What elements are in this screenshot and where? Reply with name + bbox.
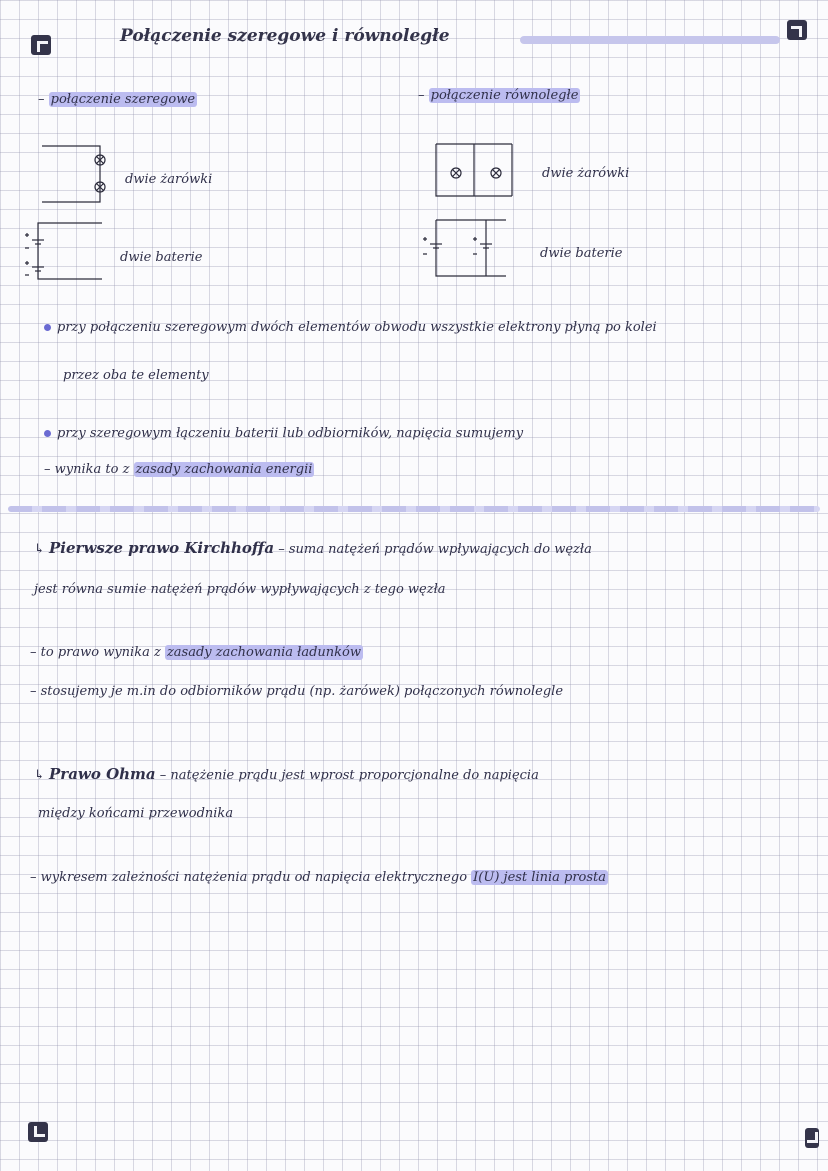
parallel-batteries-label: dwie baterie bbox=[540, 246, 623, 261]
dash-icon: – bbox=[44, 462, 55, 477]
note-series-voltage-text: przy szeregowym łączeniu baterii lub odbiorników, napięcia sumujemy bbox=[57, 426, 524, 441]
series-heading-text: połączenie szeregowe bbox=[50, 92, 196, 107]
ohm-definition bbox=[34, 765, 539, 783]
parallel-bulbs-circuit-diagram bbox=[432, 140, 522, 202]
note-energy-prefix: wynika to z bbox=[54, 462, 134, 477]
parallel-heading-text: połączenie równoległe bbox=[430, 88, 579, 103]
dash-icon: – bbox=[418, 88, 429, 103]
kirchhoff-point-charge bbox=[30, 645, 363, 660]
series-batteries-label: dwie baterie bbox=[120, 250, 203, 265]
note-series-voltage bbox=[44, 426, 523, 441]
kirchhoff-title: Pierwsze prawo Kirchhoffa bbox=[49, 539, 275, 557]
arrow-icon: ↳ bbox=[34, 768, 50, 783]
corner-marker-bottom-left bbox=[28, 1122, 48, 1142]
kirchhoff-def-line2: jest równa sumie natężeń prądów wypływających z tego węzła bbox=[34, 582, 446, 597]
ohm-title: Prawo Ohma bbox=[49, 765, 156, 783]
note-series-electrons-line2: przez oba te elementy bbox=[63, 368, 209, 383]
kirchhoff-definition bbox=[34, 539, 592, 557]
kirchhoff-point2-text: stosujemy je m.in do odbiorników prądu (np. żarówek) połączonych równolegle bbox=[40, 684, 564, 699]
dash-icon: – bbox=[30, 684, 41, 699]
ohm-point-graph bbox=[30, 870, 608, 885]
page-title: Połączenie szeregowe i równoległe bbox=[120, 26, 450, 46]
corner-marker-top-right bbox=[787, 20, 807, 40]
note-series-electrons-line1: przy połączeniu szeregowym dwóch elementów obwodu wszystkie elektrony płyną po kolei bbox=[57, 320, 657, 335]
parallel-bulbs-label: dwie żarówki bbox=[542, 166, 630, 181]
ohm-point-highlight: I(U) jest linia prosta bbox=[473, 870, 607, 885]
corner-marker-top-left bbox=[31, 35, 51, 55]
kirchhoff-def-line1: – suma natężeń prądów wpływających do węzła bbox=[278, 542, 592, 557]
series-bulbs-circuit-diagram bbox=[38, 140, 118, 210]
section-divider bbox=[8, 506, 820, 512]
kirchhoff-point-usage bbox=[30, 684, 563, 699]
corner-marker-bottom-right bbox=[805, 1128, 819, 1148]
arrow-icon: ↳ bbox=[34, 542, 50, 557]
series-bulbs-label: dwie żarówki bbox=[125, 172, 213, 187]
ohm-point-prefix: wykresem zależności natężenia prądu od napięcia elektrycznego bbox=[40, 870, 468, 885]
bullet-icon bbox=[44, 430, 51, 437]
series-heading bbox=[38, 92, 197, 107]
series-batteries-circuit-diagram bbox=[20, 215, 110, 287]
bullet-icon bbox=[44, 324, 51, 331]
note-energy-conservation bbox=[44, 462, 314, 477]
ohm-def-line2: między końcami przewodnika bbox=[38, 806, 234, 821]
kirchhoff-point1-prefix: to prawo wynika z bbox=[40, 645, 165, 660]
dash-icon: – bbox=[30, 870, 41, 885]
title-underline bbox=[520, 36, 780, 44]
ohm-def-line1: – natężenie prądu jest wprost proporcjonalne do napięcia bbox=[159, 768, 539, 783]
note-energy-highlight: zasady zachowania energii bbox=[135, 462, 313, 477]
parallel-batteries-circuit-diagram bbox=[420, 212, 520, 284]
dash-icon: – bbox=[30, 645, 41, 660]
note-series-electrons bbox=[44, 320, 657, 335]
kirchhoff-point1-highlight: zasady zachowania ładunków bbox=[166, 645, 362, 660]
dash-icon: – bbox=[38, 92, 49, 107]
parallel-heading bbox=[418, 88, 580, 103]
